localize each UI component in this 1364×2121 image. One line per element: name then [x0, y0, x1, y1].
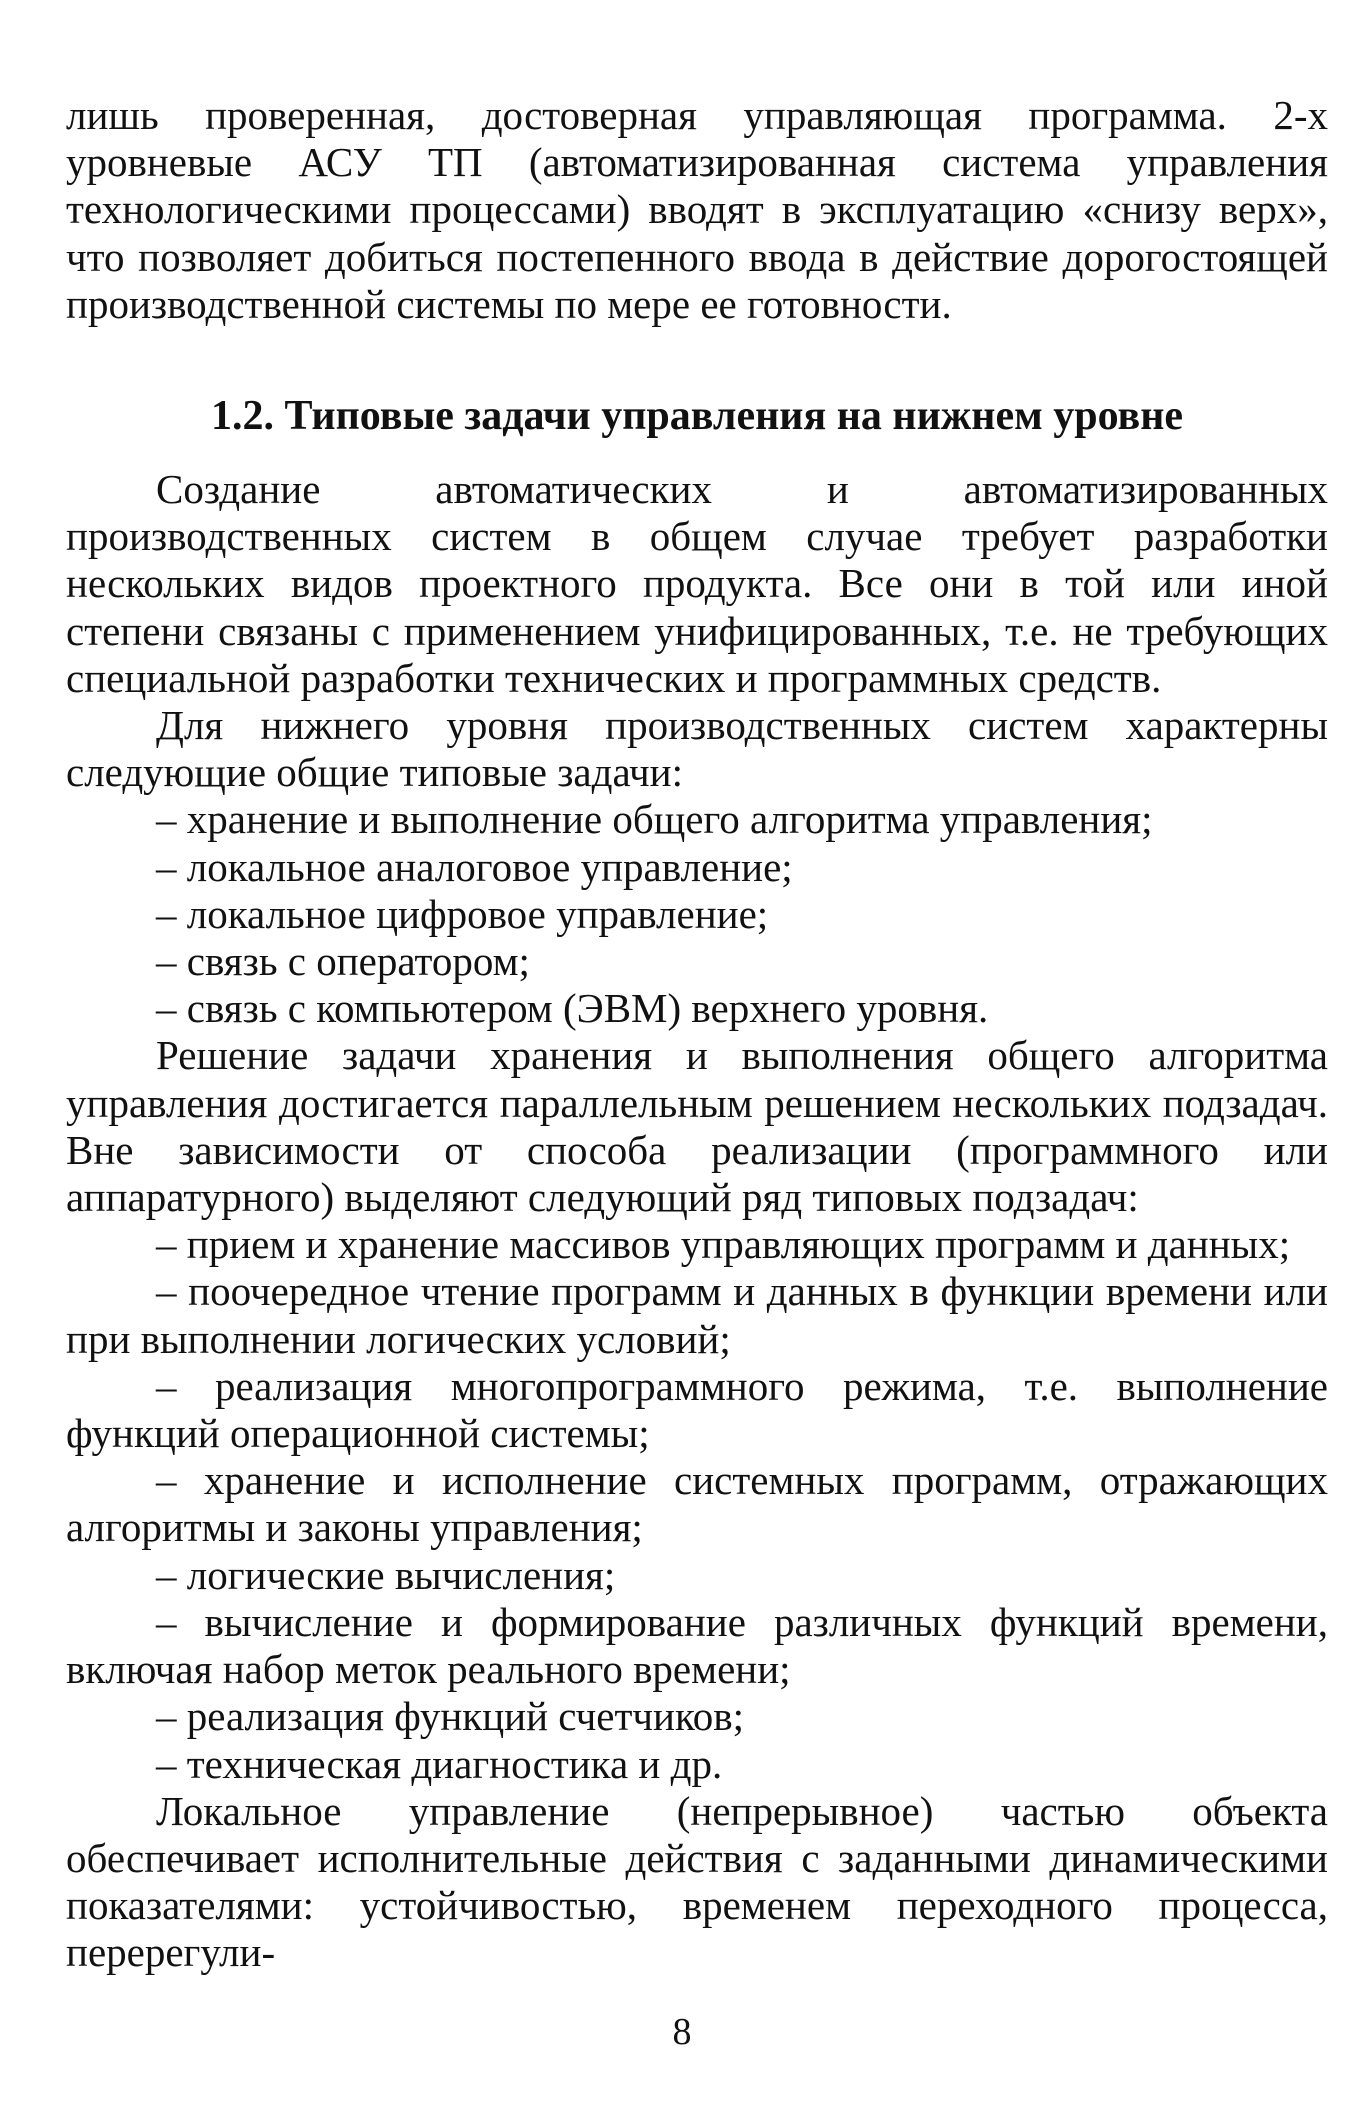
section-heading: 1.2. Типовые задачи управления на нижнем уровне [210, 393, 1184, 440]
list-item: – реализация функций счетчиков; [156, 1693, 745, 1740]
list-item: – логические вычисления; [156, 1551, 616, 1598]
list-item: – локальное цифровое управление; [156, 890, 769, 937]
list-item: – хранение и выполнение общего алгоритма управления; [156, 796, 1153, 843]
list-item: – вычисление и формирование различных функций времени, включая набор меток реального времени; [66, 1598, 1328, 1693]
list-item: – реализация многопрограммного режима, т.е. выполнение функций операционной системы; [66, 1362, 1328, 1457]
intro-paragraph: лишь проверенная, достоверная управляющая программа. 2-х уровневые АСУ ТП (автоматизированная система управления технологическими процессами) вводят в эксплуатацию «снизу верх», что позволяет добиться постепенного ввода в действие дорогостоящей производственной системы по мере ее готовности. [66, 92, 1328, 327]
subtasks-list [66, 1221, 1328, 1787]
list-item: – прием и хранение массивов управляющих программ и данных; [156, 1221, 1291, 1268]
page-number: 8 [672, 2011, 692, 2053]
list-item: – хранение и исполнение системных программ, отражающих алгоритмы и законы управления; [66, 1457, 1328, 1551]
typical-tasks-list [66, 796, 1328, 1032]
paragraph-2: Для нижнего уровня производственных систем характерны следующие общие типовые задачи: [66, 702, 1328, 796]
list-item: – связь с оператором; [156, 938, 530, 985]
list-item: – техническая диагностика и др. [156, 1740, 723, 1787]
paragraph-1: Создание автоматических и автоматизированных производственных систем в общем случае требует разработки нескольких видов проектного продукта. Все они в той или иной степени связаны с применением унифицированных, т.е. не требующих специальной разработки технических и программных средств. [66, 466, 1328, 701]
paragraph-4: Локальное управление (непрерывное) частью объекта обеспечивает исполнительные действия с заданными динамическими показателями: устойчивостью, временем переходного процесса, перерегули- [66, 1787, 1328, 1976]
list-item: – локальное аналоговое управление; [156, 843, 793, 890]
paragraph-3: Решение задачи хранения и выполнения общего алгоритма управления достигается параллельным решением нескольких подзадач. Вне зависимости от способа реализации (программного или аппаратурного) выделяют следующий ряд типовых подзадач: [66, 1032, 1328, 1221]
list-item: – связь с компьютером (ЭВМ) верхнего уровня. [156, 985, 989, 1032]
document-page [66, 92, 1328, 1977]
list-item: – поочередное чтение программ и данных в функции времени или при выполнении логических условий; [66, 1268, 1328, 1362]
